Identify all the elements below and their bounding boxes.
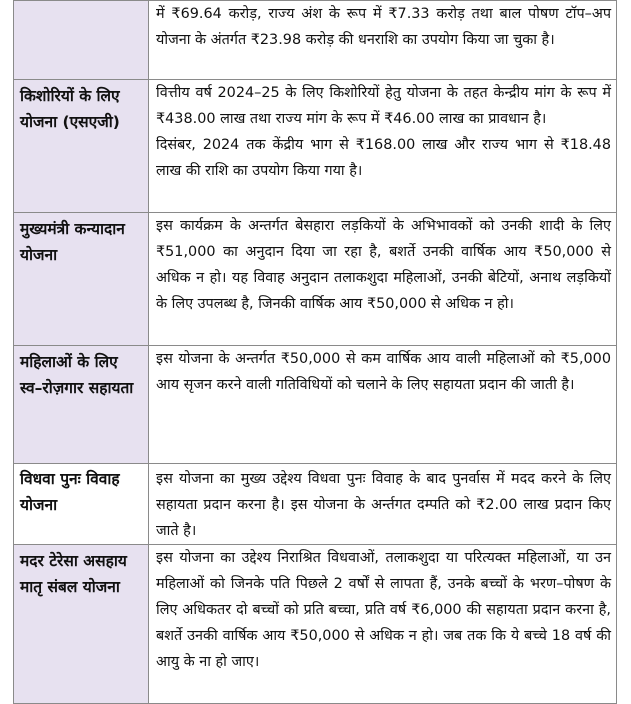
- table-row: [14, 213, 617, 346]
- scheme-name-cell: किशोरियों के लिए योजना (एसएजी): [14, 80, 149, 213]
- description-paragraph: इस योजना का उद्देश्य निराश्रित विधवाओं, तलाकशुदा या परित्यक्त महिलाओं, या उन महिलाओं को जिनके पति पिछले 2 वर्षों से लापता हैं, उनके बच्चों के भरण–पोषण के लिए अधिकतर दो बच्चों को प्रति बच्चा, प्रति वर्ष ₹6,000 की सहायता प्रदान करना है, बशर्ते उनकी वार्षिक आय ₹50,000 से अधिक न हो। जब तक कि ये बच्चे 18 वर्ष की आयु के ना हो जाए।: [156, 550, 611, 670]
- scheme-description-cell: [149, 545, 617, 704]
- table-row: [14, 464, 617, 545]
- scheme-description-cell: [149, 346, 617, 464]
- schemes-table: [13, 0, 617, 704]
- scheme-description-cell: [149, 213, 617, 346]
- scheme-name-cell: मुख्यमंत्री कन्यादान योजना: [14, 213, 149, 346]
- scheme-description-cell: [149, 464, 617, 545]
- scheme-name-cell: मदर टेरेसा असहाय मातृ संबल योजना: [14, 545, 149, 704]
- description-paragraph: में ₹69.64 करोड़, राज्य अंश के रूप में ₹7.33 करोड़ तथा बाल पोषण टॉप–अप योजना के अंतर्गत ₹23.98 करोड़ की धनराशि का उपयोग किया जा चुका है।: [156, 6, 611, 48]
- scheme-name-cell: [14, 1, 149, 80]
- scheme-description-cell: [149, 1, 617, 80]
- scheme-name-cell: महिलाओं के लिए स्व–रोज़गार सहायता: [14, 346, 149, 464]
- description-paragraph: वित्तीय वर्ष 2024–25 के लिए किशोरियों हेतु योजना के तहत केन्द्रीय मांग के रूप में ₹438.00 लाख तथा राज्य मांग के रूप में ₹46.00 लाख का प्रावधान है।: [156, 85, 611, 127]
- table-row: [14, 1, 617, 80]
- table-row: [14, 80, 617, 213]
- description-paragraph: इस कार्यक्रम के अन्तर्गत बेसहारा लड़कियों के अभिभावकों को उनकी शादी के लिए ₹51,000 का अनुदान दिया जा रहा है, बशर्ते उनकी वार्षिक आय ₹50,000 से अधिक न हो। यह विवाह अनुदान तलाकशुदा महिलाओं, उनकी बेटियों, अनाथ लड़कियों के लिए उपलब्ध है, जिनकी वार्षिक आय ₹50,000 से अधिक न हो।: [156, 218, 611, 312]
- description-paragraph: दिसंबर, 2024 तक केंद्रीय भाग से ₹168.00 लाख और राज्य भाग से ₹18.48 लाख की राशि का उपयोग किया गया है।: [156, 137, 611, 179]
- description-paragraph: इस योजना के अन्तर्गत ₹50,000 से कम वार्षिक आय वाली महिलाओं को ₹5,000 आय सृजन करने वाली गतिविधियों को चलाने के लिए सहायता प्रदान की जाती है।: [156, 351, 611, 393]
- table-row: [14, 346, 617, 464]
- table-row: [14, 545, 617, 704]
- scheme-name-cell: विधवा पुनः विवाह योजना: [14, 464, 149, 545]
- scheme-description-cell: [149, 80, 617, 213]
- description-paragraph: इस योजना का मुख्य उद्देश्य विधवा पुनः विवाह के बाद पुनर्वास में मदद करने के लिए सहायता प्रदान करना है। इस योजना के अर्न्तगत दम्पति को ₹2.00 लाख प्रदान किए जाते है।: [156, 471, 611, 539]
